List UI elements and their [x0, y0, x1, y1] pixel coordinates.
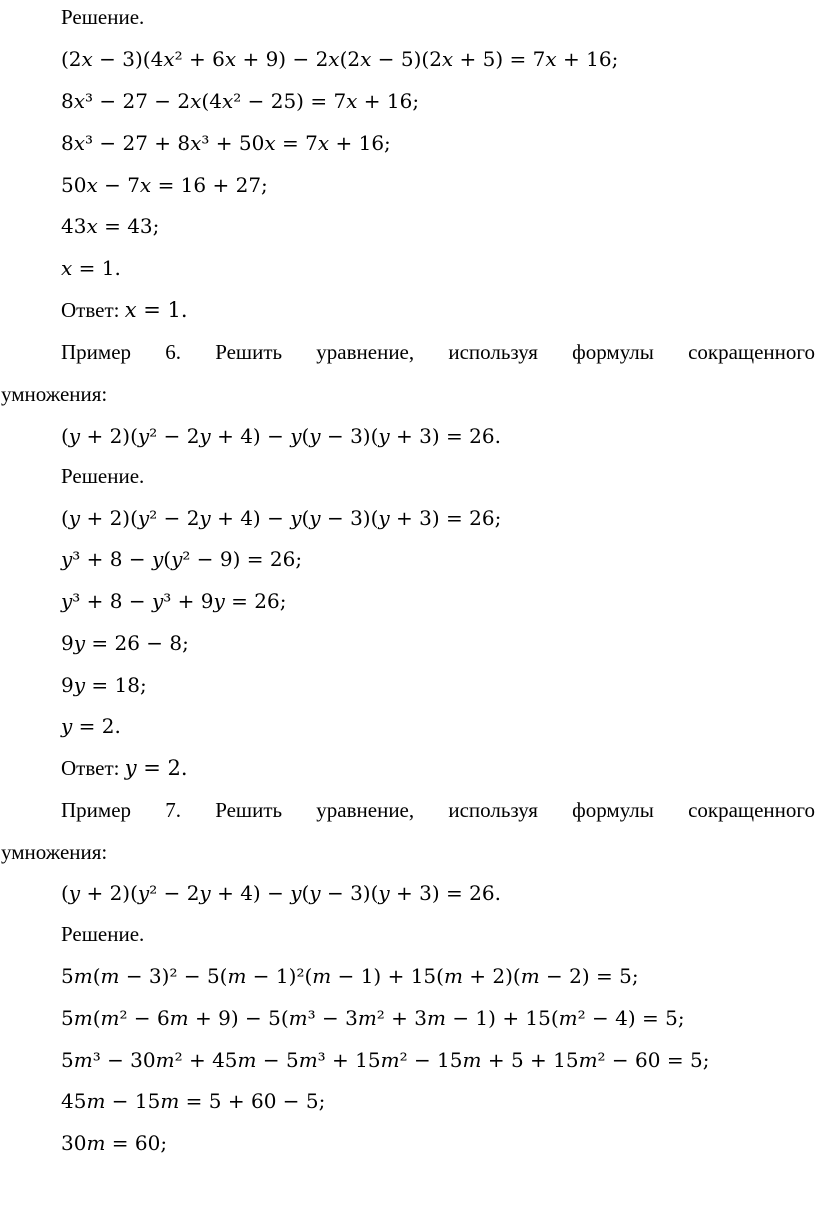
equation-step: 8𝑥³ − 27 − 2𝑥(4𝑥² − 25) = 7𝑥 + 16; [61, 89, 420, 113]
equation-step: 9𝑦 = 18; [61, 673, 147, 697]
equation-step: 45𝑚 − 15𝑚 = 5 + 60 − 5; [61, 1089, 326, 1113]
equation-step: 5𝑚(𝑚 − 3)² − 5(𝑚 − 1)²(𝑚 − 1) + 15(𝑚 + 2)(𝑚 − 2) = 5; [61, 964, 639, 988]
solution-label: Решение. [61, 922, 145, 946]
example-heading: Пример 6. Решить уравнение, используя формулы сокращенного [61, 340, 815, 364]
answer-value: 𝑥 = 1. [124, 298, 188, 322]
answer-line [61, 297, 188, 323]
equation-step: 𝑥 = 1. [61, 256, 121, 280]
example-heading-continuation: умножения: [1, 382, 108, 406]
equation-step: 30𝑚 = 60; [61, 1131, 168, 1155]
example-heading-continuation: умножения: [1, 840, 108, 864]
equation-step: 9𝑦 = 26 − 8; [61, 631, 189, 655]
answer-line [61, 755, 188, 781]
solution-label: Решение. [61, 464, 145, 488]
equation-step: (𝑦 + 2)(𝑦² − 2𝑦 + 4) − 𝑦(𝑦 − 3)(𝑦 + 3) = 26; [61, 506, 502, 530]
equation-step: (2𝑥 − 3)(4𝑥² + 6𝑥 + 9) − 2𝑥(2𝑥 − 5)(2𝑥 + 5) = 7𝑥 + 16; [61, 47, 619, 71]
equation-step: 𝑦³ + 8 − 𝑦³ + 9𝑦 = 26; [61, 589, 287, 613]
problem-equation: (𝑦 + 2)(𝑦² − 2𝑦 + 4) − 𝑦(𝑦 − 3)(𝑦 + 3) = 26. [61, 881, 501, 905]
example-heading: Пример 7. Решить уравнение, используя формулы сокращенного [61, 798, 815, 822]
equation-step: 𝑦³ + 8 − 𝑦(𝑦² − 9) = 26; [61, 547, 303, 571]
solution-label: Решение. [61, 5, 145, 29]
equation-step: 50𝑥 − 7𝑥 = 16 + 27; [61, 173, 268, 197]
problem-equation: (𝑦 + 2)(𝑦² − 2𝑦 + 4) − 𝑦(𝑦 − 3)(𝑦 + 3) = 26. [61, 424, 501, 448]
equation-step: 𝑦 = 2. [61, 714, 121, 738]
answer-label: Ответ: [61, 298, 125, 322]
equation-step: 5𝑚³ − 30𝑚² + 45𝑚 − 5𝑚³ + 15𝑚² − 15𝑚 + 5 + 15𝑚² − 60 = 5; [61, 1048, 710, 1072]
equation-step: 5𝑚(𝑚² − 6𝑚 + 9) − 5(𝑚³ − 3𝑚² + 3𝑚 − 1) + 15(𝑚² − 4) = 5; [61, 1006, 685, 1030]
answer-label: Ответ: [61, 756, 125, 780]
equation-step: 43𝑥 = 43; [61, 214, 160, 238]
equation-step: 8𝑥³ − 27 + 8𝑥³ + 50𝑥 = 7𝑥 + 16; [61, 131, 391, 155]
answer-value: 𝑦 = 2. [124, 756, 188, 780]
